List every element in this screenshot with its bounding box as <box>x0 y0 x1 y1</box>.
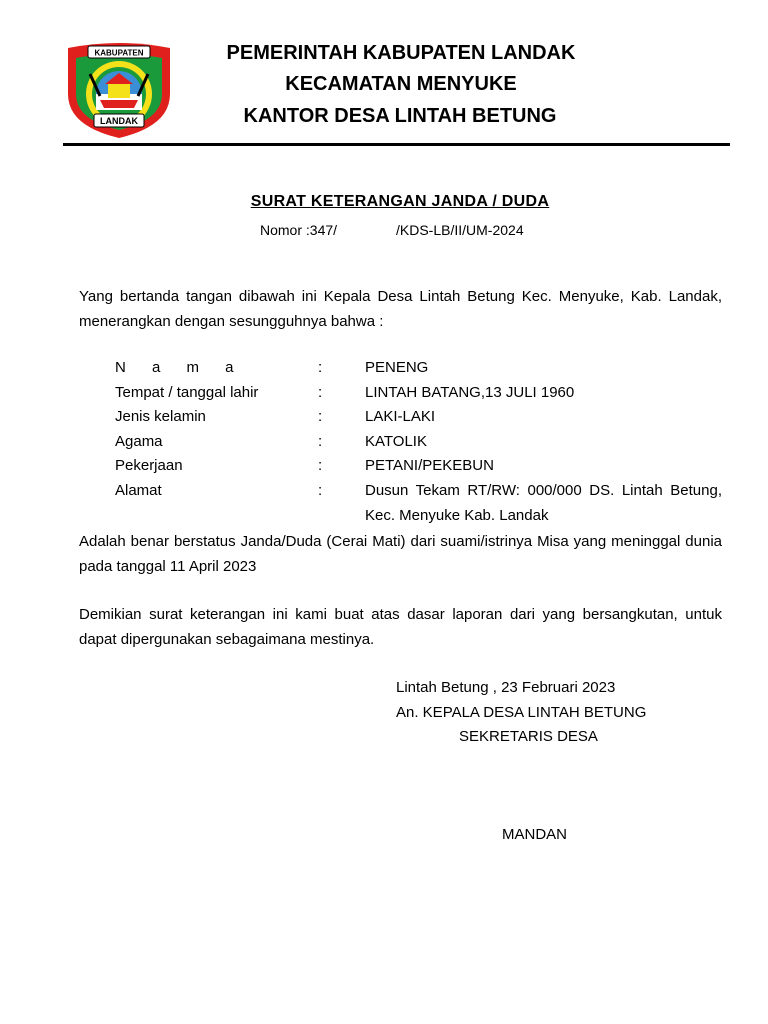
field-colon: : <box>318 384 323 401</box>
document-number-suffix: /KDS-LB/II/UM-2024 <box>396 222 524 238</box>
signature-place-date: Lintah Betung , 23 Februari 2023 <box>396 679 616 696</box>
signature-on-behalf: An. KEPALA DESA LINTAH BETUNG <box>396 704 647 721</box>
field-colon: : <box>318 433 323 450</box>
signatory-name: MANDAN <box>502 826 568 843</box>
field-colon: : <box>318 408 323 425</box>
intro-paragraph: Yang bertanda tangan dibawah ini Kepala Desa Lintah Betung Kec. Menyuke, Kab. Landak, menerangkan dengan sesungguhnya bahwa : <box>79 288 722 330</box>
field-value: KATOLIK <box>365 433 427 450</box>
field-colon: : <box>318 482 323 499</box>
signature-position: SEKRETARIS DESA <box>459 728 598 745</box>
closing-paragraph: Demikian surat keterangan ini kami buat atas dasar laporan dari yang bersangkutan, untuk dapat dipergunakan sebagaimana mestinya. <box>79 606 722 648</box>
letterhead-divider <box>63 143 730 146</box>
logo-text-bottom: LANDAK <box>100 116 138 126</box>
field-label: Jenis kelamin <box>115 408 206 425</box>
field-value: LAKI-LAKI <box>365 408 436 425</box>
document-title: SURAT KETERANGAN JANDA / DUDA <box>250 193 550 210</box>
field-value: PETANI/PEKEBUN <box>365 457 494 474</box>
field-colon: : <box>318 457 323 474</box>
statement-paragraph: Adalah benar berstatus Janda/Duda (Cerai Mati) dari suami/istrinya Misa yang meninggal dunia pada tanggal 11 April 2023 <box>79 533 722 575</box>
field-label: Alamat <box>115 482 162 499</box>
field-value: Dusun Tekam RT/RW: 000/000 DS. Lintah Betung, Kec. Menyuke Kab. Landak <box>365 482 722 524</box>
field-label: N a m a <box>115 359 245 376</box>
field-label: Pekerjaan <box>115 457 183 474</box>
field-colon: : <box>318 359 323 376</box>
field-label: Tempat / tanggal lahir <box>115 384 259 401</box>
field-label: Agama <box>115 433 163 450</box>
field-value: PENENG <box>365 359 429 376</box>
logo-text-top: KABUPATEN <box>94 48 144 58</box>
field-value: LINTAH BATANG,13 JULI 1960 <box>365 384 575 401</box>
kabupaten-landak-emblem <box>60 40 178 140</box>
document-number-label: Nomor :347/ <box>260 222 338 238</box>
